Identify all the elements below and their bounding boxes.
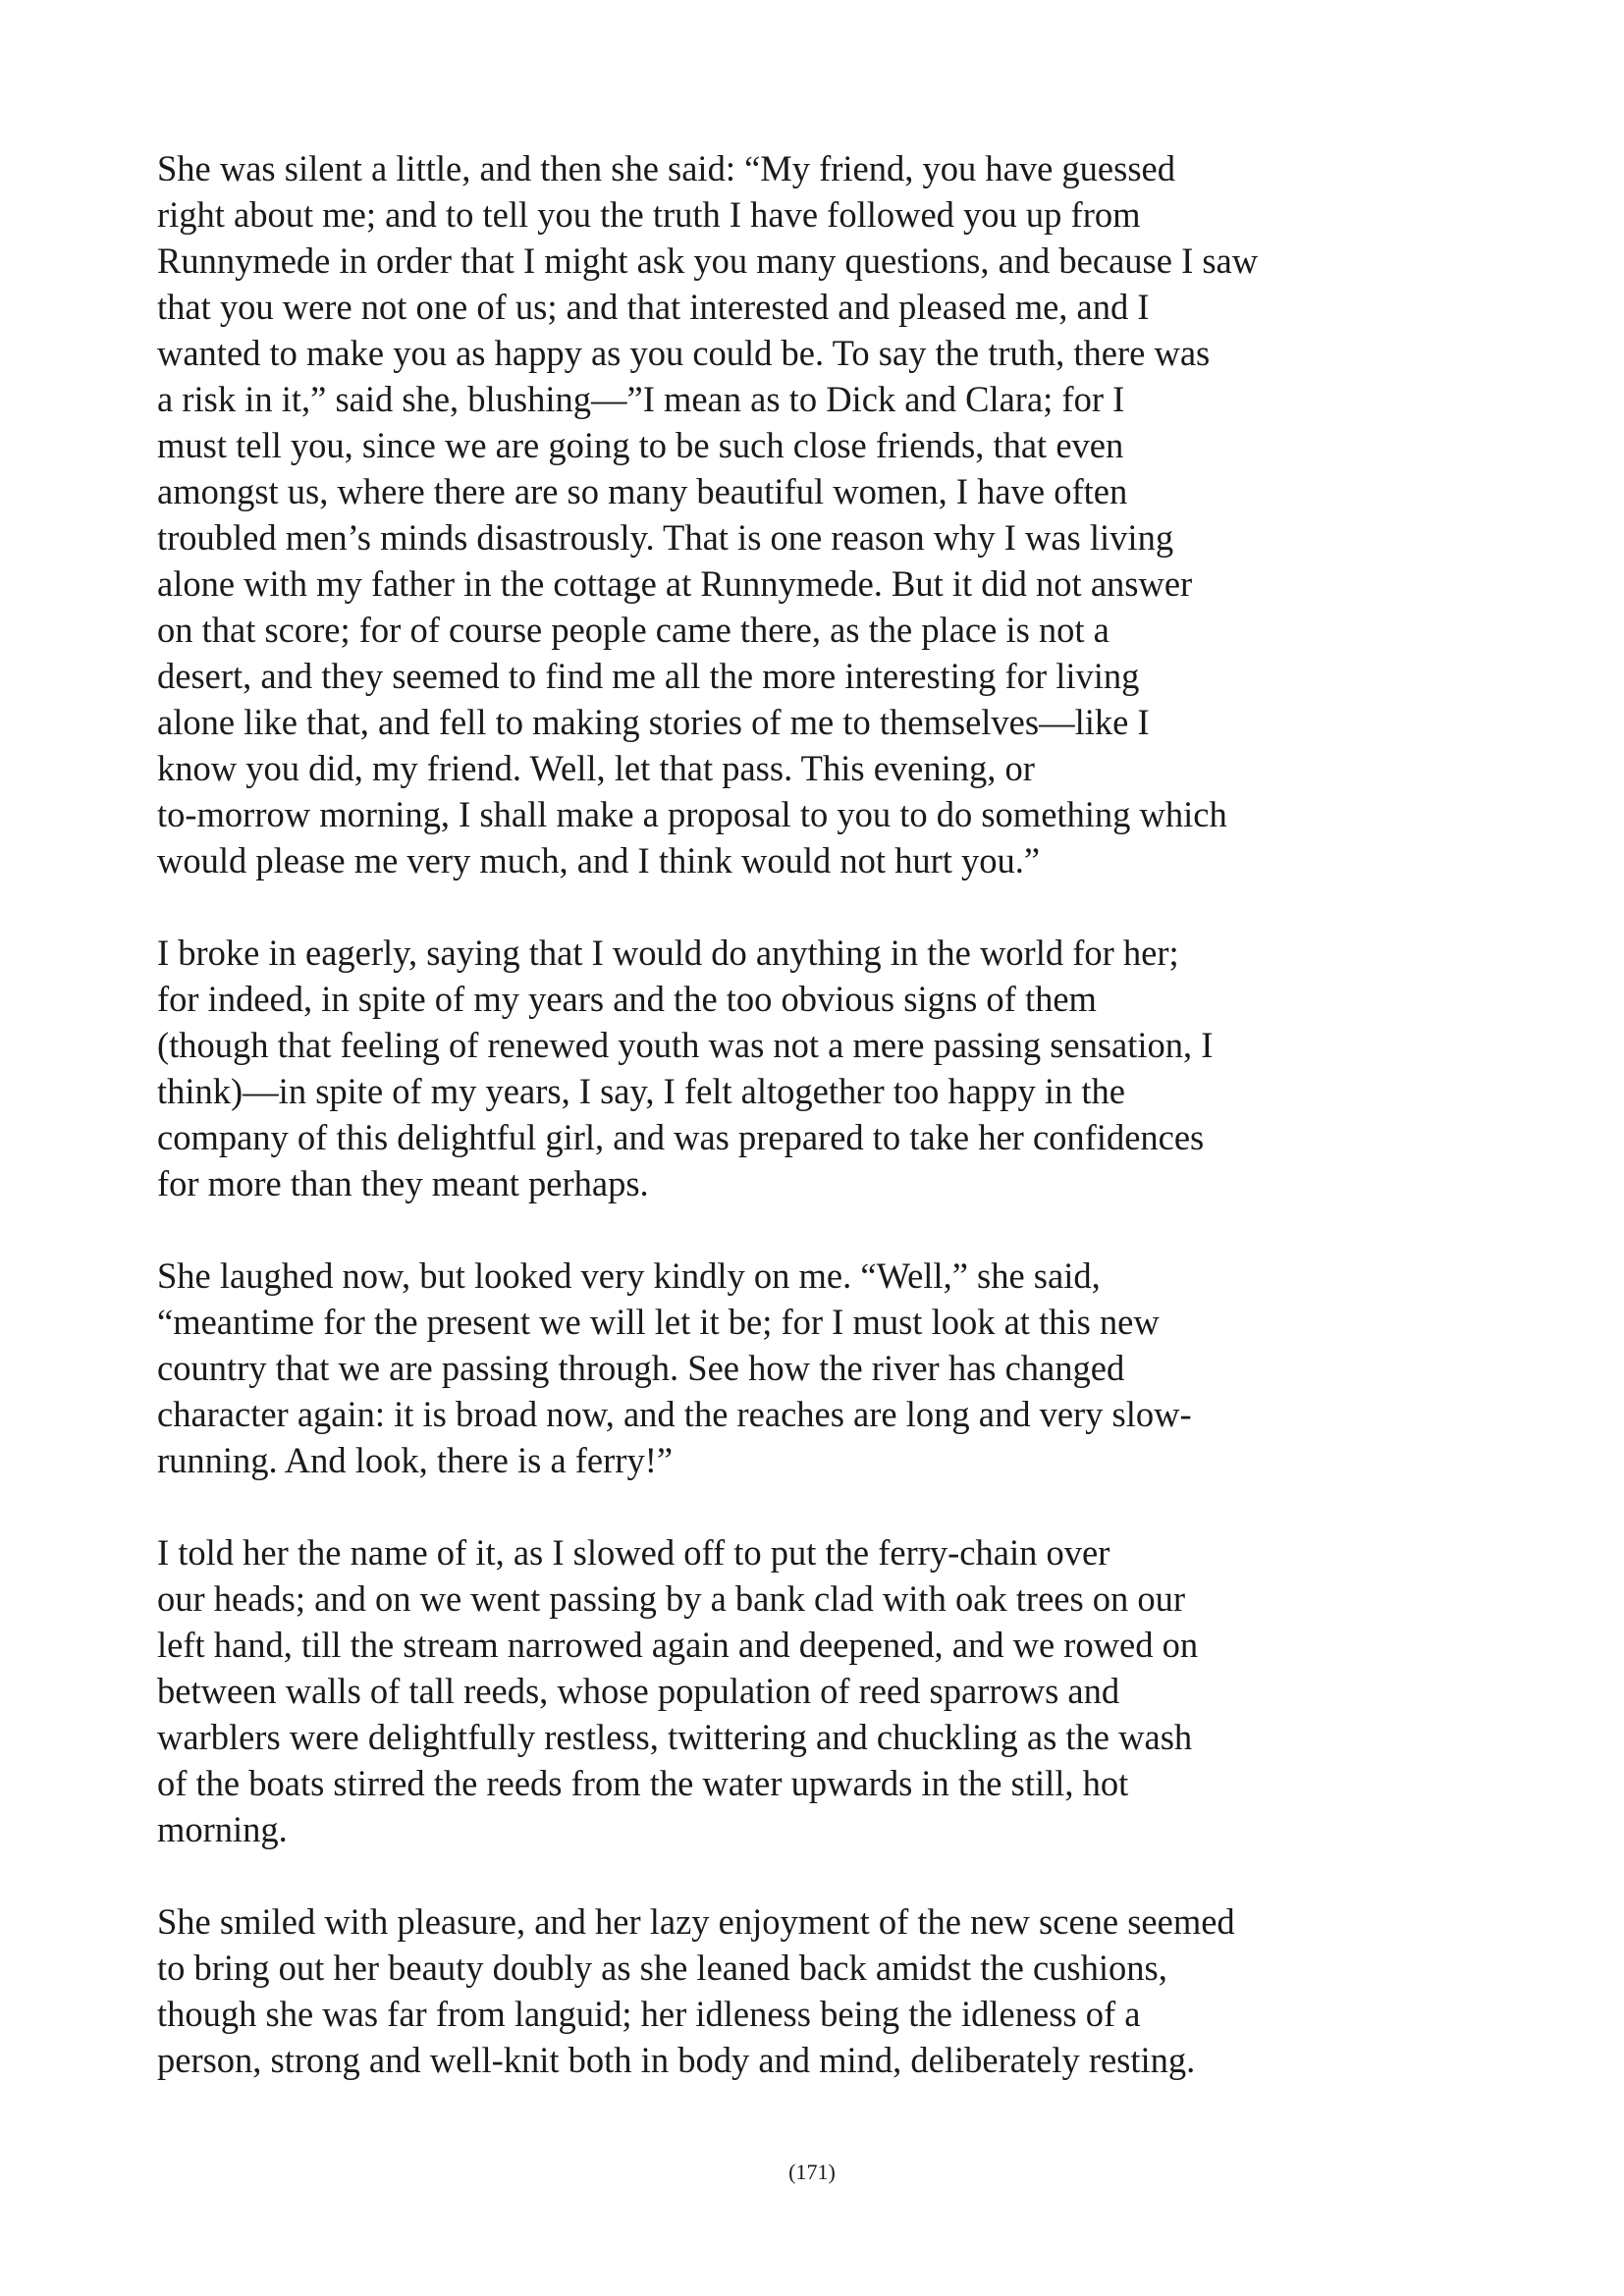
body-text (157, 145, 1375, 2129)
text-line: left hand, till the stream narrowed again and deepened, and we rowed on (157, 1625, 1199, 1665)
text-line: person, strong and well-knit both in body and mind, deliberately resting. (157, 2040, 1196, 2080)
paragraph (157, 930, 1375, 1206)
text-line: between walls of tall reeds, whose population of reed sparrows and (157, 1671, 1120, 1711)
text-line: alone like that, and fell to making stories of me to themselves—like I (157, 702, 1150, 742)
text-line: company of this delightful girl, and was prepared to take her confidences (157, 1117, 1205, 1157)
text-line: our heads; and on we went passing by a bank clad with oak trees on our (157, 1578, 1186, 1619)
text-line: running. And look, there is a ferry!” (157, 1440, 674, 1480)
text-line: of the boats stirred the reeds from the water upwards in the still, hot (157, 1763, 1129, 1803)
text-line: on that score; for of course people came there, as the place is not a (157, 610, 1110, 650)
text-line: to-morrow morning, I shall make a proposal to you to do something which (157, 794, 1227, 834)
text-line: for more than they meant perhaps. (157, 1163, 649, 1203)
text-line: country that we are passing through. See how the river has changed (157, 1348, 1125, 1388)
text-line: character again: it is broad now, and the reaches are long and very slow- (157, 1394, 1192, 1434)
paragraph (157, 1253, 1375, 1483)
text-line: troubled men’s minds disastrously. That is one reason why I was living (157, 517, 1174, 558)
text-line: know you did, my friend. Well, let that pass. This evening, or (157, 748, 1035, 788)
text-line: I told her the name of it, as I slowed off to put the ferry-chain over (157, 1532, 1110, 1573)
text-line: amongst us, where there are so many beautiful women, I have often (157, 471, 1128, 511)
paragraph (157, 145, 1375, 883)
text-line: morning. (157, 1809, 288, 1849)
text-line: She was silent a little, and then she said: “My friend, you have guessed (157, 148, 1175, 188)
text-line: (though that feeling of renewed youth was not a mere passing sensation, I (157, 1025, 1214, 1065)
text-line: desert, and they seemed to find me all the more interesting for living (157, 656, 1140, 696)
text-line: alone with my father in the cottage at Runnymede. But it did not answer (157, 563, 1193, 604)
text-line: “meantime for the present we will let it be; for I must look at this new (157, 1302, 1160, 1342)
text-line: Runnymede in order that I might ask you many questions, and because I saw (157, 240, 1259, 281)
text-line: to bring out her beauty doubly as she leaned back amidst the cushions, (157, 1948, 1167, 1988)
text-line: I broke in eagerly, saying that I would do anything in the world for her; (157, 933, 1179, 973)
text-line: a risk in it,” said she, blushing—”I mean as to Dick and Clara; for I (157, 379, 1125, 419)
text-line: must tell you, since we are going to be such close friends, that even (157, 425, 1124, 465)
text-line: though she was far from languid; her idleness being the idleness of a (157, 1994, 1141, 2034)
page-number: (171) (788, 2160, 836, 2184)
text-line: She laughed now, but looked very kindly on me. “Well,” she said, (157, 1255, 1101, 1296)
text-line: for indeed, in spite of my years and the too obvious signs of them (157, 979, 1097, 1019)
text-line: wanted to make you as happy as you could be. To say the truth, there was (157, 333, 1211, 373)
text-line: warblers were delightfully restless, twittering and chuckling as the wash (157, 1717, 1193, 1757)
text-line: She smiled with pleasure, and her lazy enjoyment of the new scene seemed (157, 1901, 1235, 1942)
text-line: would please me very much, and I think would not hurt you.” (157, 840, 1041, 881)
paragraph (157, 1898, 1375, 2083)
text-line: that you were not one of us; and that interested and pleased me, and I (157, 287, 1150, 327)
text-line: right about me; and to tell you the truth I have followed you up from (157, 194, 1141, 235)
text-line: think)—in spite of my years, I say, I felt altogether too happy in the (157, 1071, 1125, 1111)
paragraph (157, 1529, 1375, 1852)
